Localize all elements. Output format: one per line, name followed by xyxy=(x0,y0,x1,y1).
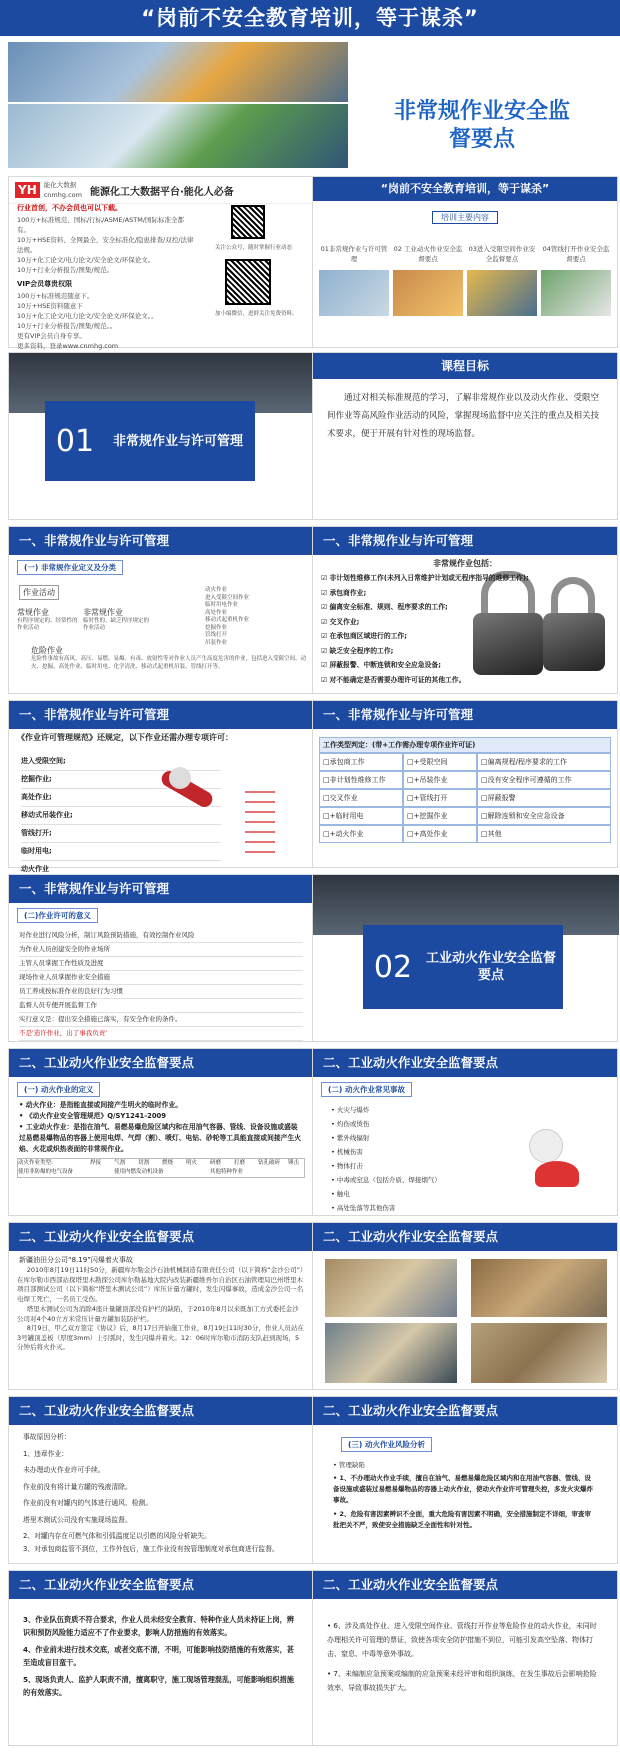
analysis-item: 事故原因分析： xyxy=(23,1433,71,1441)
risk-list xyxy=(313,1460,617,1531)
meaning-item: 主管人员掌握工作性质及进度 xyxy=(19,957,303,971)
hotwork-type-cell: 其他特种作业 xyxy=(210,1169,244,1175)
goal-header: 课程目标 xyxy=(313,353,617,379)
reason6-list xyxy=(313,1599,617,1715)
nonroutine-item: ☑ 交叉作业; xyxy=(321,617,360,626)
accident-item: • 中毒或窒息（包括介质、焊接烟气） xyxy=(331,1176,441,1184)
permit-item: 管线打开; xyxy=(21,825,221,843)
checklist-icon xyxy=(245,783,275,855)
danger-box xyxy=(31,645,307,671)
section2-num: 02 xyxy=(373,949,413,985)
nonroutine-item-text: 在承包商区域进行的工作; xyxy=(329,632,407,640)
permit-table-cell: □+挖掘作业 xyxy=(403,807,477,825)
routine-label: 常规作业 xyxy=(17,608,49,617)
training-item-photo xyxy=(393,270,463,316)
hotwork-def-item: • 动火作业：是指能直接或间接产生明火的临时作业。 xyxy=(19,1101,183,1109)
permit-table-cell: □没有安全程序可遵循的工作 xyxy=(477,771,611,789)
meaning-list xyxy=(9,927,313,1043)
permit-list xyxy=(21,753,221,879)
training-tag: 培训主要内容 xyxy=(432,211,498,224)
training-item-label: 04管线打开作业安全监督要点 xyxy=(542,245,610,263)
section2-slide xyxy=(312,874,618,1042)
accident-item: • 紫外线辐射 xyxy=(331,1134,370,1142)
training-item xyxy=(467,244,537,316)
case-text: 2010年8月19日11时50分，新疆库尔勒金沙石油机械制造有限责任公司（以下简称“金沙公司”）在库尔勒市西部站探塔里木勘探公司库尔勒基地大院内改装新疆维吾尔自治区石油管理局巴州塔里木项目部测试公司（以下简称“塔里木测试公司”）库压计量方罐时，发生闪爆事故，造成金沙公司一名电焊工死亡，一名员工受伤。 xyxy=(17,1266,304,1303)
nonroutine-header: 一、非常规作业与许可管理 xyxy=(313,527,617,555)
reason3-list xyxy=(9,1599,313,1713)
ad-logo-text-group xyxy=(44,180,82,200)
analysis-item: 1、违章作业： xyxy=(23,1449,69,1458)
hotwork-type-cell: 切割 xyxy=(138,1160,150,1166)
accident-item-text: 火灾与爆炸 xyxy=(336,1106,370,1114)
nonroutine-item-text: 对不能确定是否需要办理许可证的其他工作。 xyxy=(329,675,466,684)
meaning-item: 监督人员专便开展监督工作 xyxy=(19,999,303,1013)
nonroutine-item: ☑ 承包商作业; xyxy=(321,588,367,597)
nonroutine-item: ☑ 屏蔽报警、中断连锁和安全应急设备; xyxy=(321,661,441,669)
hotwork-type-cell: 使用非防爆的电气设备 xyxy=(18,1169,74,1175)
nonroutine-item: ☑ 缺乏安全程序的工作; xyxy=(321,646,394,655)
accident-photo xyxy=(325,1259,457,1317)
ad-header xyxy=(9,177,313,204)
routine-box xyxy=(17,607,79,632)
ad-section1-item: 10万+化工论文/电力论文/安全论文/环保论文。 xyxy=(17,256,155,264)
logo-mark: YH xyxy=(15,182,40,198)
analysis-item: 作业前没有将计量方罐的残液清除。 xyxy=(23,1482,132,1491)
meaning-subtitle: (二)作业许可的意义 xyxy=(17,908,98,923)
training-item-label: 02 工业动火作业安全监督要点 xyxy=(393,245,463,263)
permit-table-cell: □交叉作业 xyxy=(319,789,403,807)
hotwork-type-cell: 钻孔破碎 xyxy=(258,1160,281,1166)
hotwork-type-cell: 研磨 xyxy=(210,1160,222,1166)
reason6-item-text: 6、涉及高处作业、进入受限空间作业、管线打开作业等危险作业的动火作业，未同时办理相关许可管理的票证，致使各项安全防护措施不到位，可能引发高空坠落、物体打击、窒息、中毒等意外事故。 xyxy=(327,1622,597,1658)
nonroutine-item-text: 屏蔽报警、中断连锁和安全应急设备; xyxy=(329,661,441,669)
hotwork-def-slide xyxy=(8,1048,314,1216)
accident-item: • 触电 xyxy=(331,1190,350,1198)
hotwork-type-cell: 打磨 xyxy=(234,1160,246,1166)
training-item-photo xyxy=(467,270,537,316)
nonroutine-desc: 临时性的、缺乏程序规定的作业活动 xyxy=(83,618,150,631)
permit-table-slide xyxy=(312,700,618,868)
permit-slide xyxy=(8,700,314,873)
permit-table-cell: □+临时用电 xyxy=(319,807,403,825)
meaning-item: 为作业人员创建安全的作业场所 xyxy=(19,943,303,957)
hotwork-type-cell: 明火 xyxy=(186,1160,198,1166)
risk-subtitle: (三) 动火作业风险分析 xyxy=(341,1437,432,1452)
nonroutine-item: ☑ 非计划性维修工作(未列入日常维护计划或无程序指导的维修工作); xyxy=(321,574,529,582)
hotwork-def-item-text: 《动火作业安全管理规范》Q/SY1241-2009 xyxy=(25,1112,167,1120)
figure-head-icon xyxy=(529,1129,563,1163)
permit-item: 进入受限空间; xyxy=(21,753,221,771)
section1-card xyxy=(45,401,255,481)
meaning-item: 现场作业人员掌握作业安全措施 xyxy=(19,971,303,985)
nonroutine-list xyxy=(313,569,617,689)
permit-table-cell: □+吊装作业 xyxy=(403,771,477,789)
qr1-caption: 关注公众号，随时掌握行业动态 xyxy=(215,245,293,251)
case-slide xyxy=(8,1222,314,1390)
section1-title: 非常规作业与许可管理 xyxy=(112,433,243,449)
case-title: 新疆油田分公司“8.19”闪爆着火事故 xyxy=(19,1256,133,1264)
training-item-photo xyxy=(541,270,611,316)
hotwork-def-item-text: 动火作业：是指能直接或间接产生明火的临时作业。 xyxy=(25,1101,183,1109)
ad-section2-item: 10万+HSE资料随意下 xyxy=(17,302,83,310)
hazard-list-item: 吊装作业 xyxy=(205,639,228,646)
hazard-list-item: 管线打开 xyxy=(205,632,228,638)
meaning-item: 不是'造许作业，出了事我负责' xyxy=(19,1027,303,1041)
figure-head-icon xyxy=(169,767,191,789)
permit-item: 临时用电; xyxy=(21,843,221,861)
accident-item: • 物体打击 xyxy=(331,1162,363,1170)
section1-num: 01 xyxy=(55,423,95,459)
permit-item: 挖掘作业; xyxy=(21,771,221,789)
hazard-list-item: 挖掘作业 xyxy=(205,624,228,631)
accidents-slide xyxy=(312,1048,618,1216)
ad-section1-item: 100万+标准规范、国标/行标/ASME/ASTM/国际标准全都有。 xyxy=(17,216,185,234)
analysis-item: 未办理动火作业许可手续。 xyxy=(23,1466,105,1474)
hotwork-type-cell: 气割 xyxy=(114,1160,126,1166)
nonroutine-item-text: 缺乏安全程序的工作; xyxy=(329,646,394,655)
hero-title xyxy=(352,98,612,154)
risk-item-text: 2、危险有害因素辨识不全面，重大危险有害因素不明确，安全措施制定不详细，审查审批把关不严，致使安全措施缺乏全面性和针对性。 xyxy=(333,1510,591,1529)
definition-header: 一、非常规作业与许可管理 xyxy=(9,527,313,555)
training-slide xyxy=(312,176,618,348)
accidents-list xyxy=(313,1101,617,1217)
ad-logo-text: 能化大数据 xyxy=(43,181,77,189)
root-activity: 作业活动 xyxy=(19,585,59,600)
training-item-label: 03进入受限空间作业安全监督要点 xyxy=(468,245,536,263)
nonroutine-item-text: 承包商作业; xyxy=(329,588,367,597)
permit-table-cell: □屏蔽报警 xyxy=(477,789,611,807)
permit-table-cell: □承包商工作 xyxy=(319,753,403,771)
ad-footer[interactable]: 更多资料，登录www.cnmhg.com xyxy=(17,342,119,350)
reason3-slide xyxy=(8,1570,314,1746)
accident-item: • 机械伤害 xyxy=(331,1148,363,1156)
ad-left-text xyxy=(17,203,197,351)
ad-section2-item: 10万+化工论文/电力论文/安全论文/环保论文。。 xyxy=(17,312,158,320)
risk-item-text: 管理缺陷 xyxy=(338,1461,365,1469)
permit-table-cell: □+管线打开 xyxy=(403,789,477,807)
ad-platform: 能源化工大数据平台·能化人必备 xyxy=(89,186,234,198)
permit-table-cell: □解除连锁和安全应急设备 xyxy=(477,807,611,825)
accident-item: • 火灾与爆炸 xyxy=(331,1106,370,1114)
risk-slide xyxy=(312,1396,618,1564)
definition-slide xyxy=(8,526,314,694)
hotwork-type-cell: 动火作业类型: xyxy=(18,1160,53,1166)
analysis-list xyxy=(9,1425,313,1558)
section2-title: 工业动火作业安全监督要点 xyxy=(425,951,556,983)
permit-item: 高处作业; xyxy=(21,789,221,807)
permit-intro: 《作业许可管理规范》还规定，以下作业还需办理专项许可： xyxy=(17,733,233,742)
section2-card xyxy=(363,925,563,1009)
permit-table-cell: □+受限空间 xyxy=(403,753,477,771)
hazard-list-item: 进入受限空间作业 xyxy=(205,594,250,601)
reason3-header: 二、工业动火作业安全监督要点 xyxy=(9,1571,313,1599)
accident-item-text: 高处坠落等其他伤害 xyxy=(336,1204,396,1212)
permit-table-cell: □+高处作业 xyxy=(403,825,477,843)
risk-item: • 管理缺陷 xyxy=(333,1461,365,1469)
nonroutine-label: 非常规作业 xyxy=(83,608,123,617)
nonroutine-slide xyxy=(312,526,618,694)
analysis-item: 作业前没有对罐内的气体进行通风、检测。 xyxy=(23,1499,153,1507)
qr2-caption: 加小编微信，进群关注免费资料。 xyxy=(215,311,298,317)
hazard-list-item: 动火作业 xyxy=(205,587,228,593)
meaning-item: 员工养成按标准作业的良好行为习惯 xyxy=(19,985,303,999)
hotwork-type-cell: 焊接 xyxy=(90,1160,102,1166)
analysis-header: 二、工业动火作业安全监督要点 xyxy=(9,1397,313,1425)
ad-logo xyxy=(15,182,40,198)
permit-item: 动火作业 xyxy=(21,861,221,879)
training-item-label: 01非常规作业与许可管理 xyxy=(320,245,388,263)
analysis-item: 2、对罐内存在可燃气体和引弧温度足以引燃的风险分析缺失。 xyxy=(23,1532,211,1540)
hotwork-def-item: • 《动火作业安全管理规范》Q/SY1241-2009 xyxy=(19,1112,167,1120)
analysis-item: 塔里木测试公司没有实施现场监督。 xyxy=(23,1515,132,1524)
danger-label: 危险作业 xyxy=(31,646,63,655)
permit-header: 一、非常规作业与许可管理 xyxy=(9,701,313,729)
reason6-slide xyxy=(312,1570,618,1746)
reason3-item: 3、作业队伍资质不符合要求，作业人员未经安全教育、特种作业人员未持证上岗，辨识和预防风险能力适应不了作业要求，影响人防措施的有效落实。 xyxy=(23,1615,294,1637)
analysis-slide xyxy=(8,1396,314,1564)
helmet-icon xyxy=(535,1161,579,1187)
nonroutine-item-text: 偏离安全标准、规则、程序要求的工作; xyxy=(329,603,448,611)
ad-section1-item: 10万+HSE资料、全网最全、安全标准化/隐患排查/双控/法律法规。 xyxy=(17,236,194,254)
definition-subtitle: (一) 非常规作业定义及分类 xyxy=(17,560,123,575)
accidents-subtitle: (二) 动火作业常见事故 xyxy=(321,1082,412,1097)
permit-table-cell: □+动火作业 xyxy=(319,825,403,843)
accident-item: • 高处坠落等其他伤害 xyxy=(331,1204,396,1212)
hotwork-type-cell: 锤击 xyxy=(288,1160,300,1166)
hotwork-type-cell: 燃烧 xyxy=(162,1160,174,1166)
reason3-item: 5、现场负责人、监护人职责不清，擅离职守，施工现场管理混乱，可能影响组织措施的有效落实。 xyxy=(23,1675,294,1697)
ad-slide xyxy=(8,176,314,348)
risk-item-text: 1、不办理动火作业手续，擅自在油气、易燃易爆危险区域内和在用油气容器、管线、设备设施或盛装过易燃易爆物品的容器上动火作业，使动火作业许可管理失控，多发火灾爆炸事故。 xyxy=(333,1474,593,1504)
hotwork-def-list xyxy=(9,1100,313,1155)
hero-title-line1: 非常规作业安全监 xyxy=(393,99,570,124)
qr-code-wechat-public xyxy=(231,205,265,239)
ad-section1-item: 10万+行业分析报告/图集/规范。 xyxy=(17,266,114,274)
accident-photo xyxy=(471,1323,607,1383)
reason6-item-text: 7、未编制应急预案或编制的应急预案未经评审和组织演练，在发生事故后会影响抢险效率，导致事故损失扩大。 xyxy=(327,1670,597,1692)
accident-photo xyxy=(471,1259,607,1317)
training-items xyxy=(313,244,617,316)
nonroutine-item-text: 非计划性维修工作(未列入日常维护计划或无程序指导的维修工作); xyxy=(329,574,529,582)
meaning-slide xyxy=(8,874,314,1042)
ad-section1-title: 行业首创，不办会员也可以下载。 xyxy=(17,204,122,212)
ad-section2-item: 100万+标准规范随意下。 xyxy=(17,292,94,300)
photos-slide xyxy=(312,1222,618,1390)
hotwork-def-header: 二、工业动火作业安全监督要点 xyxy=(9,1049,313,1077)
ad-section2-title: VIP会员尊贵权限 xyxy=(17,280,73,288)
nonroutine-item: ☑ 偏离安全标准、规则、程序要求的工作; xyxy=(321,603,448,611)
section1-slide xyxy=(8,352,314,520)
training-item xyxy=(541,244,611,316)
nonroutine-title: 非常规作业包括： xyxy=(433,559,497,568)
ad-logo-url: cnmhg.com xyxy=(43,191,82,199)
hero-section xyxy=(0,38,620,172)
nonroutine-box xyxy=(83,607,149,632)
case-header: 二、工业动火作业安全监督要点 xyxy=(9,1223,313,1251)
accident-item-text: 机械伤害 xyxy=(336,1148,363,1156)
training-title: “岗前不安全教育培训，等于谋杀” xyxy=(313,177,617,201)
permit-table-header: 一、非常规作业与许可管理 xyxy=(313,701,617,729)
accident-item-text: 触电 xyxy=(336,1190,350,1198)
risk-header: 二、工业动火作业安全监督要点 xyxy=(313,1397,617,1425)
accident-item-text: 灼伤或烫伤 xyxy=(336,1120,370,1128)
worker-photo-bottom xyxy=(8,104,348,168)
goal-slide xyxy=(312,352,618,520)
nonroutine-item: ☑ 在承包商区域进行的工作; xyxy=(321,632,407,640)
reason6-item: • 6、涉及高处作业、进入受限空间作业、管线打开作业等危险作业的动火作业，未同时办理相关许可管理的票证，致使各项安全防护措施不到位，可能引发高空坠落、物体打击、窒息、中毒等意外事故。 xyxy=(327,1622,597,1658)
hotwork-def-item-text: 工业动火作业：是指在油气、易燃易爆危险区域内和在用油气容器、管线、设备设施或盛装过易燃易爆物品的容器上使用电焊、气焊（割）、喷灯、电钻、砂轮等工具能直接或间接产生火焰、火花或炽热表面的非常规作业。 xyxy=(19,1123,302,1153)
hazard-list-item: 移动式起重机作业 xyxy=(205,617,250,623)
hotwork-def-subtitle: (一) 动火作业的定义 xyxy=(17,1082,100,1097)
accident-item-text: 物体打击 xyxy=(336,1162,363,1170)
training-item xyxy=(319,244,389,316)
permit-item: 移动式吊装作业; xyxy=(21,807,221,825)
reason3-item: 4、作业前未进行技术交底，或者交底不清，不明，可能影响技防措施的有效落实，甚至造成盲目蛮干。 xyxy=(23,1645,294,1667)
case-text2: 塔里木测试公司为消除4座计量罐顶部没有护栏的缺陷，于2010年8月以来既加工方式委托金沙公司对4个40立方米常压计量方罐加装防护栏。 xyxy=(17,1305,299,1323)
meaning-item: 实行意义是：提出安全措施已落实，有安全作业的条件。 xyxy=(19,1013,303,1027)
risk-item: • 2、危险有害因素辨识不全面，重大危险有害因素不明确，安全措施制定不详细，审查审批把关不严，致使安全措施缺乏全面性和针对性。 xyxy=(333,1510,591,1529)
reason6-header: 二、工业动火作业安全监督要点 xyxy=(313,1571,617,1599)
hotwork-type-cell: 使用内燃发动机设备 xyxy=(114,1169,164,1175)
qr-code-wechat-editor xyxy=(225,259,271,305)
training-tag-wrap xyxy=(313,205,617,224)
nonroutine-item-text: 交叉作业; xyxy=(329,617,360,626)
accident-item-text: 紫外线辐射 xyxy=(336,1134,370,1142)
permit-table-cell: □其他 xyxy=(477,825,611,843)
reason6-item: • 7、未编制应急预案或编制的应急预案未经评审和组织演练，在发生事故后会影响抢险效率，导致事故损失扩大。 xyxy=(327,1670,597,1692)
hazard-list xyxy=(205,587,305,647)
case-text3: 8月9日，甲乙双方签定《协议》后，8月17日开始施工作业，8月19日11时30分，作业人员站在3号罐顶盖板（厚度3mm）上引弧时，发生闪爆并着火。12：06时库尔勒市消防支队赶到现场，5分钟后将火扑灭。 xyxy=(17,1324,304,1351)
hotwork-type-table xyxy=(17,1158,305,1178)
routine-desc: 有程序规定的、经常性的作业活动 xyxy=(17,618,78,631)
hotwork-def-item: • 工业动火作业：是指在油气、易燃易爆危险区域内和在用油气容器、管线、设备设施或盛装过易燃易爆物品的容器上使用电焊、气焊（割）、喷灯、电钻、砂轮等工具能直接或间接产生火焰、火花或炽热表面的非常规作业。 xyxy=(19,1123,302,1153)
permit-table-grid xyxy=(319,753,611,843)
hazard-list-item: 临时用电作业 xyxy=(205,602,239,608)
accident-item-text: 中毒或窒息（包括介质、焊接烟气） xyxy=(336,1176,441,1184)
permit-table-title: 工作类型判定：(带+工作需办理专项作业许可证) xyxy=(319,737,611,753)
accidents-header: 二、工业动火作业安全监督要点 xyxy=(313,1049,617,1077)
risk-item: • 1、不办理动火作业手续，擅自在油气、易燃易爆危险区域内和在用油气容器、管线、设备设施或盛装过易燃易爆物品的容器上动火作业，使动火作业许可管理失控，多发火灾爆炸事故。 xyxy=(333,1474,593,1504)
training-item-photo xyxy=(319,270,389,316)
ad-section2-item: 10万+行业分析报告/图集/规范。。 xyxy=(17,322,117,330)
permit-table-cell: □偏离规程/程序要求的工作 xyxy=(477,753,611,771)
accident-item: • 灼伤或烫伤 xyxy=(331,1120,370,1128)
goal-text: 通过对相关标准规范的学习，了解非常规作业以及动火作业、受限空间作业等高风险作业活动的风险，掌握现场监督中应关注的重点及相关技术要求，便于开展有针对性的现场监督。 xyxy=(327,393,600,439)
analysis-item: 3、对承包商监管不到位，工作外包后，施工作业没有按管理制度对承包商进行监督。 xyxy=(23,1544,279,1553)
photos-header: 二、工业动火作业安全监督要点 xyxy=(313,1223,617,1251)
worker-photo-top xyxy=(8,42,348,102)
nonroutine-item: ☑ 对不能确定是否需要办理许可证的其他工作。 xyxy=(321,675,466,684)
ad-section2-item: 更有VIP会员自身专享。 xyxy=(17,332,86,340)
accident-photo xyxy=(325,1323,457,1383)
meaning-header: 一、非常规作业与许可管理 xyxy=(9,875,313,903)
top-banner-title: “岗前不安全教育培训，等于谋杀” xyxy=(0,0,620,36)
hero-title-line2: 督要点 xyxy=(448,127,515,152)
permit-table-cell: □非计划性维修工作 xyxy=(319,771,403,789)
hazard-list-item: 高处作业 xyxy=(205,609,228,616)
training-item xyxy=(393,244,463,316)
meaning-item: 对作业进行风险分析，制订风险预防措施，有效控制作业风险 xyxy=(19,929,303,943)
danger-desc: 危险性事故有高风、高压、易燃、易爆、有毒、放射性等对作业人员产生高度危害的作业，包括进入受限空间、动火、挖掘、高处作业、临时用电、化学清洗、移动式起重机吊装、管线打开等。 xyxy=(31,656,307,670)
